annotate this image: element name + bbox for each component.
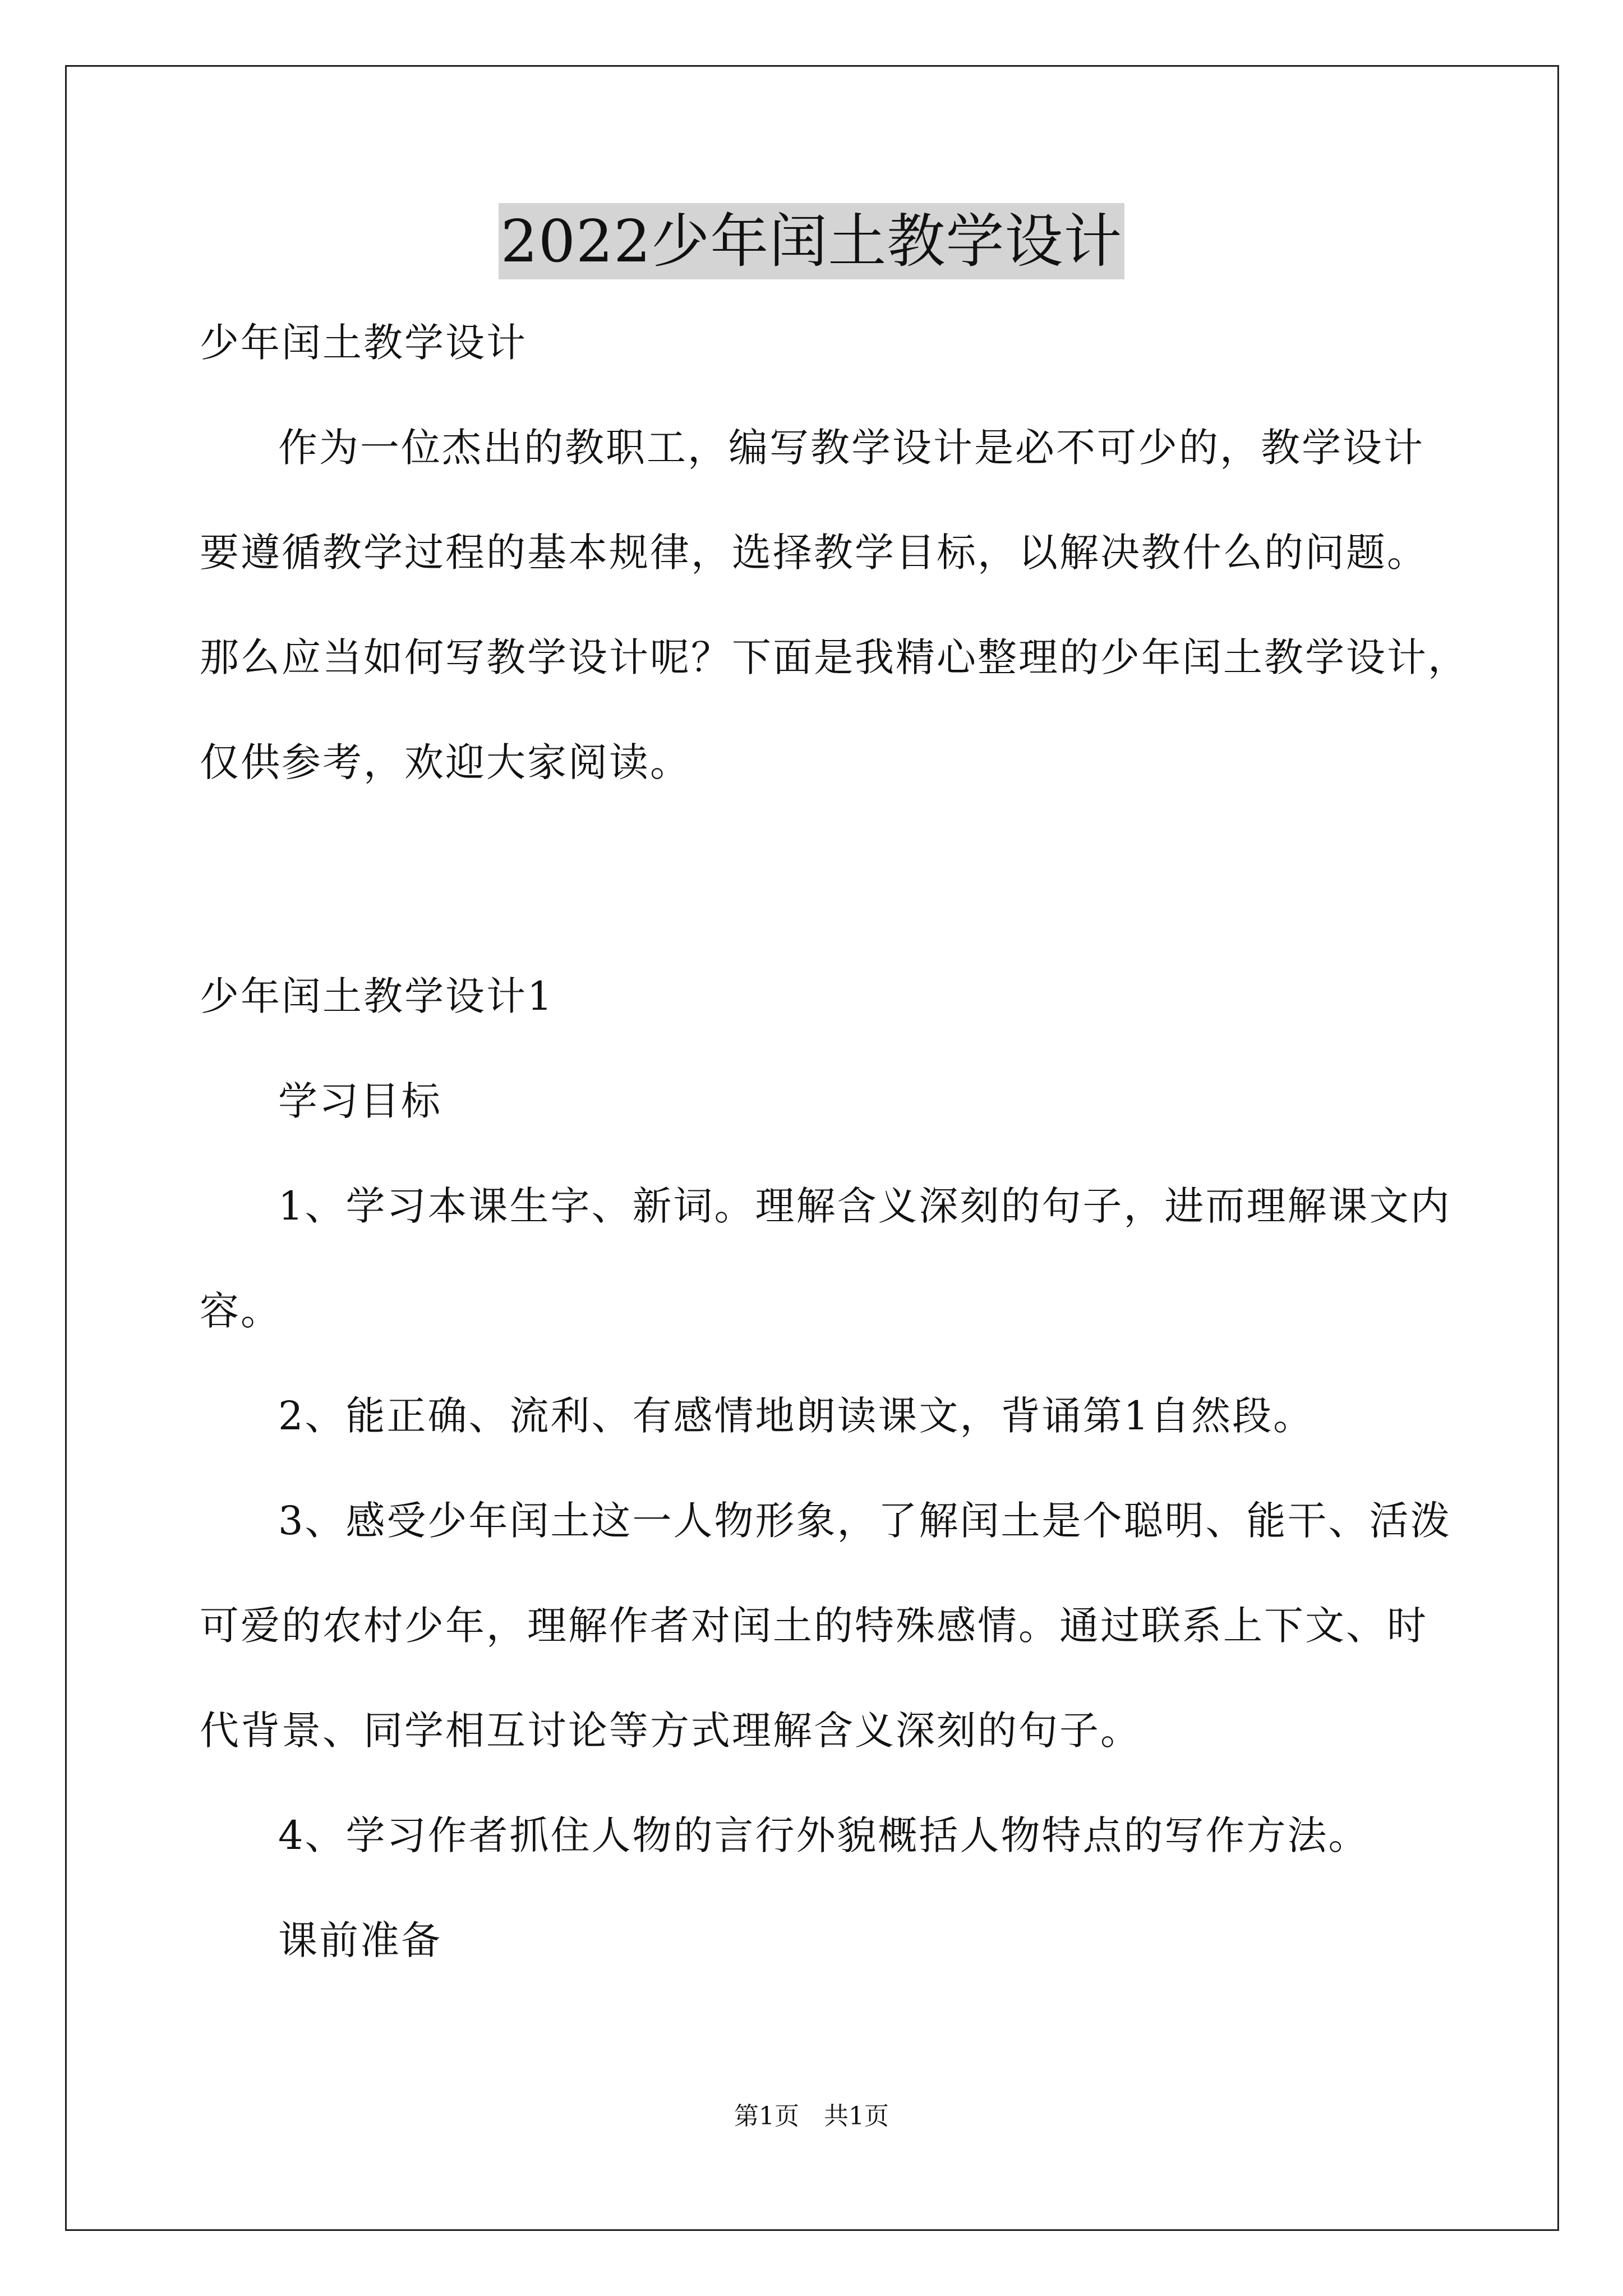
prep-heading: 课前准备 — [278, 1917, 442, 1963]
subtitle: 少年闰土教学设计 — [200, 320, 527, 366]
goal-3-line: 3、感受少年闰土这一人物形象，了解闰土是个聪明、能干、活泼 — [278, 1498, 1451, 1544]
intro-line: 仅供参考，欢迎大家阅读。 — [200, 739, 691, 785]
page-border — [65, 65, 1559, 2231]
goal-2: 2、能正确、流利、有感情地朗读课文，背诵第1自然段。 — [278, 1393, 1315, 1439]
goal-3-line: 代背景、同学相互讨论等方式理解含义深刻的句子。 — [200, 1708, 1141, 1754]
intro-line: 那么应当如何写教学设计呢？下面是我精心整理的少年闰土教学设计， — [200, 634, 1469, 680]
title-container — [0, 203, 1623, 279]
goal-4: 4、学习作者抓住人物的言行外貌概括人物特点的写作方法。 — [278, 1812, 1370, 1858]
goal-3-line: 可爱的农村少年，理解作者对闰土的特殊感情。通过联系上下文、时 — [200, 1603, 1428, 1649]
section-heading: 少年闰土教学设计1 — [200, 973, 554, 1019]
goal-1-line: 1、学习本课生字、新词。理解含义深刻的句子，进而理解课文内 — [278, 1183, 1451, 1229]
goals-heading: 学习目标 — [278, 1078, 442, 1124]
page-footer: 第1页 共1页 — [734, 2102, 889, 2131]
goal-1-line: 容。 — [200, 1288, 282, 1334]
document-title: 2022少年闰土教学设计 — [499, 203, 1125, 279]
intro-line: 要遵循教学过程的基本规律，选择教学目标，以解决教什么的问题。 — [200, 530, 1428, 576]
intro-line: 作为一位杰出的教职工，编写教学设计是必不可少的，教学设计 — [278, 425, 1424, 471]
